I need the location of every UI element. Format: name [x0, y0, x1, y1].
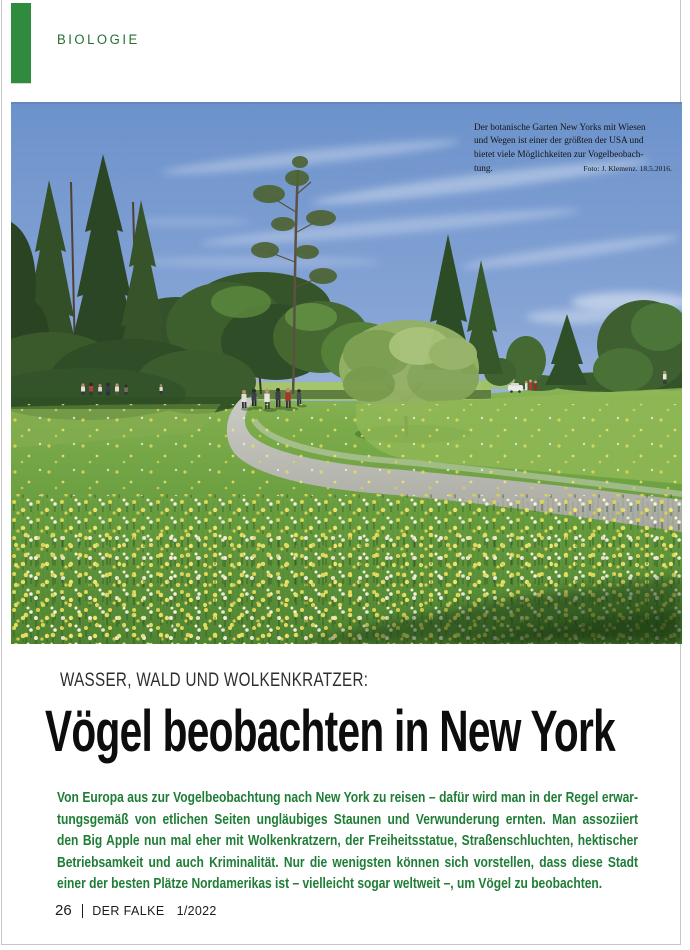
page-footer — [55, 902, 217, 919]
article-kicker: WASSER, WALD UND WOLKENKRATZER: — [60, 670, 369, 691]
section-color-bar — [11, 3, 31, 83]
footer-separator — [82, 904, 84, 918]
magazine-name: DER FALKE — [92, 903, 165, 918]
lead-line: den Big Apple nun mal eher mit Wolkenkratzern, der Freiheitsstatue, Straßenschluchten, hektischer — [57, 833, 638, 850]
caption-line: Der botanische Garten New Yorks mit Wiesen — [474, 123, 646, 133]
caption-line: tung. — [474, 164, 493, 175]
garden-photo-illustration — [11, 102, 682, 644]
article-title: Vögel beobachten in New York — [45, 699, 615, 764]
lead-line: einer der besten Plätze Nordamerikas ist – vielleicht sogar weltweit –, um Vögel zu beobachten. — [57, 876, 603, 893]
magazine-page — [1, 0, 681, 945]
page-number: 26 — [55, 902, 72, 919]
section-label: BIOLOGIE — [57, 32, 140, 47]
photo-credit: Foto: J. Klemenz. 18.5.2016. — [583, 164, 672, 174]
caption-line: bietet viele Möglichkeiten zur Vogelbeobach- — [474, 149, 644, 160]
lead-line: tungsgemäß von etlichen Seiten ungläubiges Staunen und Verwunderung ernten. Man assoziiert — [57, 811, 638, 828]
lead-line: Betriebsamkeit und auch Kriminalität. Nur die wenigsten können sich vorstellen, dass diese Stadt — [57, 854, 638, 871]
garden-photo — [11, 102, 682, 644]
lead-line: Von Europa aus zur Vogelbeobachtung nach New York zu reisen – dafür wird man in der Regel erwar- — [57, 790, 638, 806]
article-lead — [57, 788, 638, 896]
issue-number: 1/2022 — [176, 903, 217, 918]
photo-caption — [474, 122, 672, 177]
caption-line: und Wegen ist einer der größten der USA und — [474, 136, 644, 147]
